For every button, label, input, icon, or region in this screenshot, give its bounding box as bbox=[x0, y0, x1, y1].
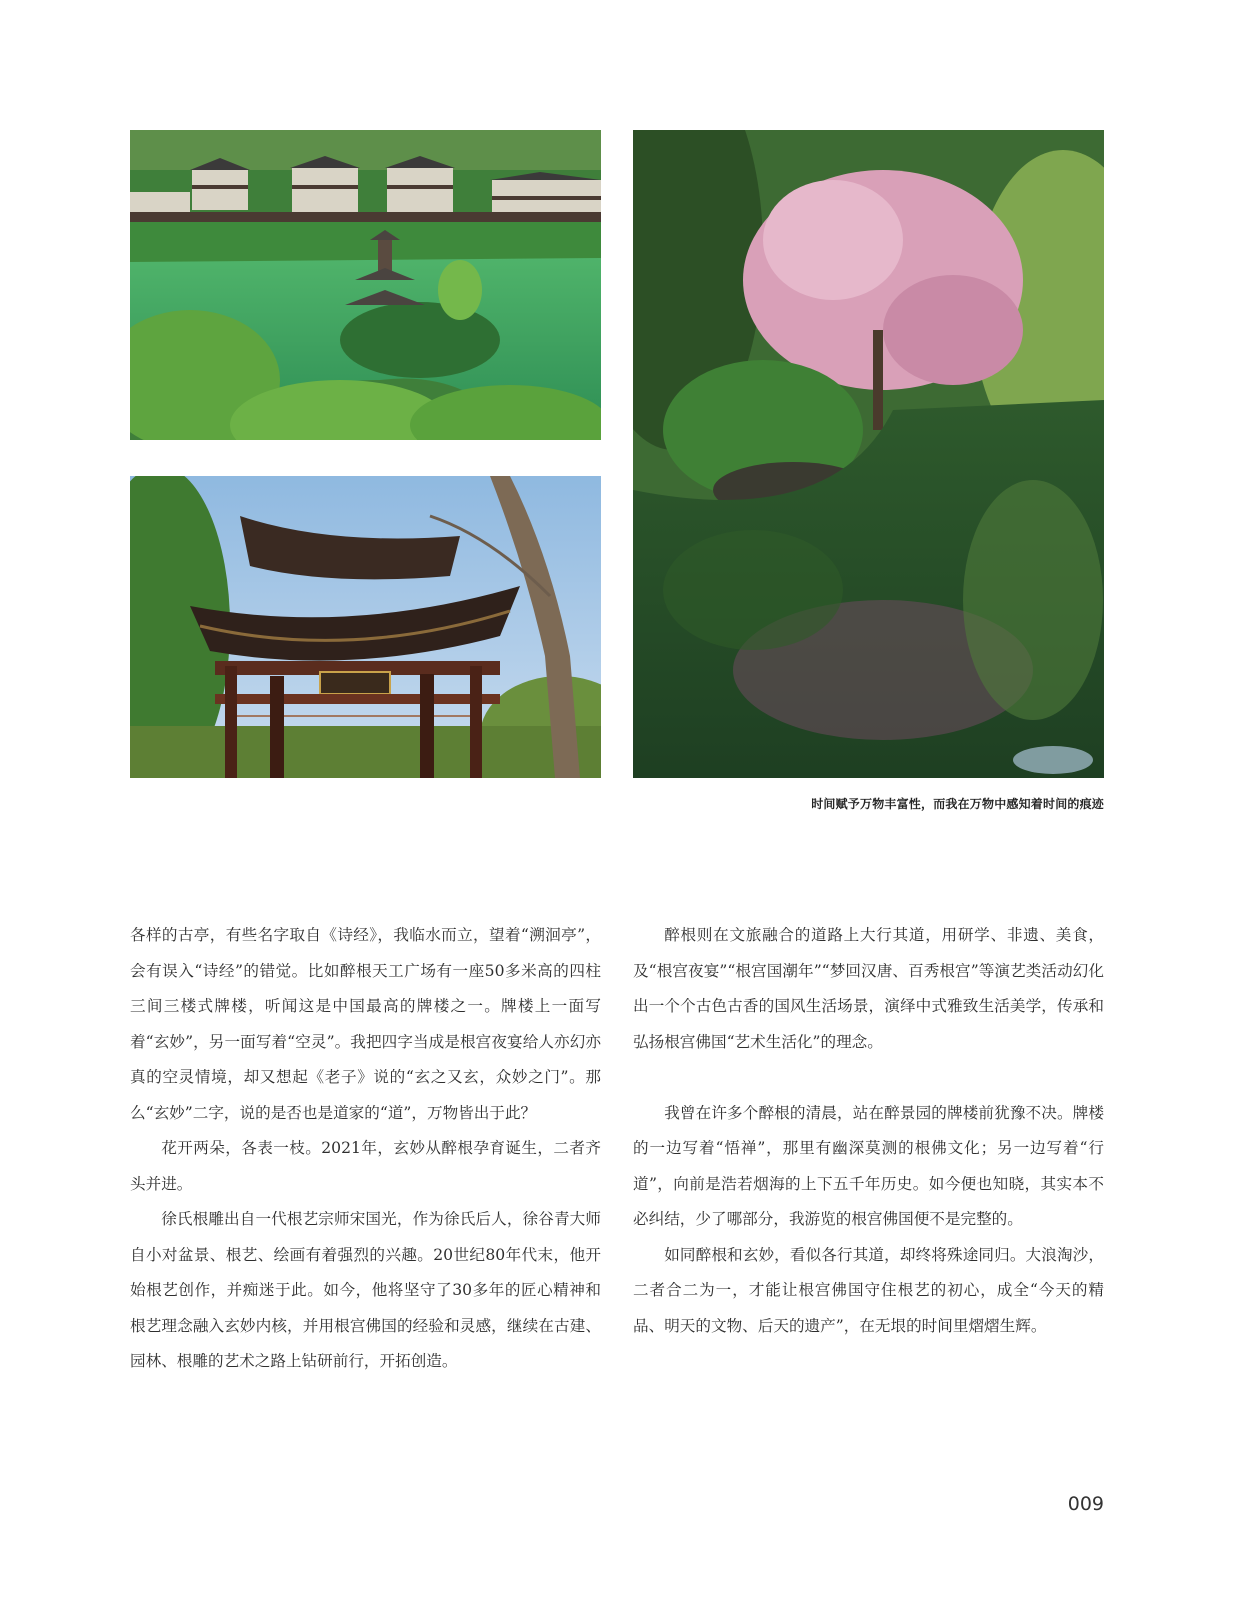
photo-wooden-pavilion bbox=[130, 476, 601, 778]
paragraph: 各样的古亭，有些名字取自《诗经》，我临水而立，望着“溯洄亭”，会有误入“诗经”的错觉。比如醉根天工广场有一座50多米高的四柱三间三楼式牌楼，听闻这是中国最高的牌楼之一。牌楼上一面写着“玄妙”，另一面写着“空灵”。我把四字当成是根宫夜宴给人亦幻亦真的空灵情境，却又想起《老子》说的“玄之又玄，众妙之门”。那么“玄妙”二字，说的是否也是道家的“道”，万物皆出于此？ bbox=[130, 926, 601, 1122]
photo-caption: 时间赋予万物丰富性，而我在万物中感知着时间的痕迹 bbox=[811, 797, 1104, 811]
page-number: 009 bbox=[1067, 1493, 1104, 1515]
photo-aerial-palace-lake bbox=[130, 130, 601, 440]
article-column-left bbox=[130, 918, 601, 1380]
paragraph: 徐氏根雕出自一代根艺宗师宋国光，作为徐氏后人，徐谷青大师自小对盆景、根艺、绘画有着强烈的兴趣。20世纪80年代末，他开始根艺创作，并痴迷于此。如今，他将坚守了30多年的匠心精神和根艺理念融入玄妙内核，并用根宫佛国的经验和灵感，继续在古建、园林、根雕的艺术之路上钻研前行，开拓创造。 bbox=[130, 1210, 601, 1370]
paragraph-spacer bbox=[633, 1060, 1104, 1096]
paragraph: 我曾在许多个醉根的清晨，站在醉景园的牌楼前犹豫不决。牌楼的一边写着“悟禅”，那里有幽深莫测的根佛文化；另一边写着“行道”，向前是浩若烟海的上下五千年历史。如今便也知晓，其实本不必纠结，少了哪部分，我游览的根宫佛国便不是完整的。 bbox=[633, 1103, 1104, 1228]
paragraph: 如同醉根和玄妙，看似各行其道，却终将殊途同归。大浪淘沙，二者合二为一，才能让根宫佛国守住根艺的初心，成全“今天的精品、明天的文物、后天的遗产”，在无垠的时间里熠熠生辉。 bbox=[633, 1245, 1104, 1335]
paragraph: 花开两朵，各表一枝。2021年，玄妙从醉根孕育诞生，二者齐头并进。 bbox=[130, 1139, 601, 1193]
photo-blossom-pond bbox=[633, 130, 1104, 778]
article-column-right bbox=[633, 918, 1104, 1344]
paragraph: 醉根则在文旅融合的道路上大行其道，用研学、非遗、美食，及“根宫夜宴”“根宫国潮年”“梦回汉唐、百秀根宫”等演艺类活动幻化出一个个古色古香的国风生活场景，演绎中式雅致生活美学，传承和弘扬根宫佛国“艺术生活化”的理念。 bbox=[633, 926, 1104, 1051]
